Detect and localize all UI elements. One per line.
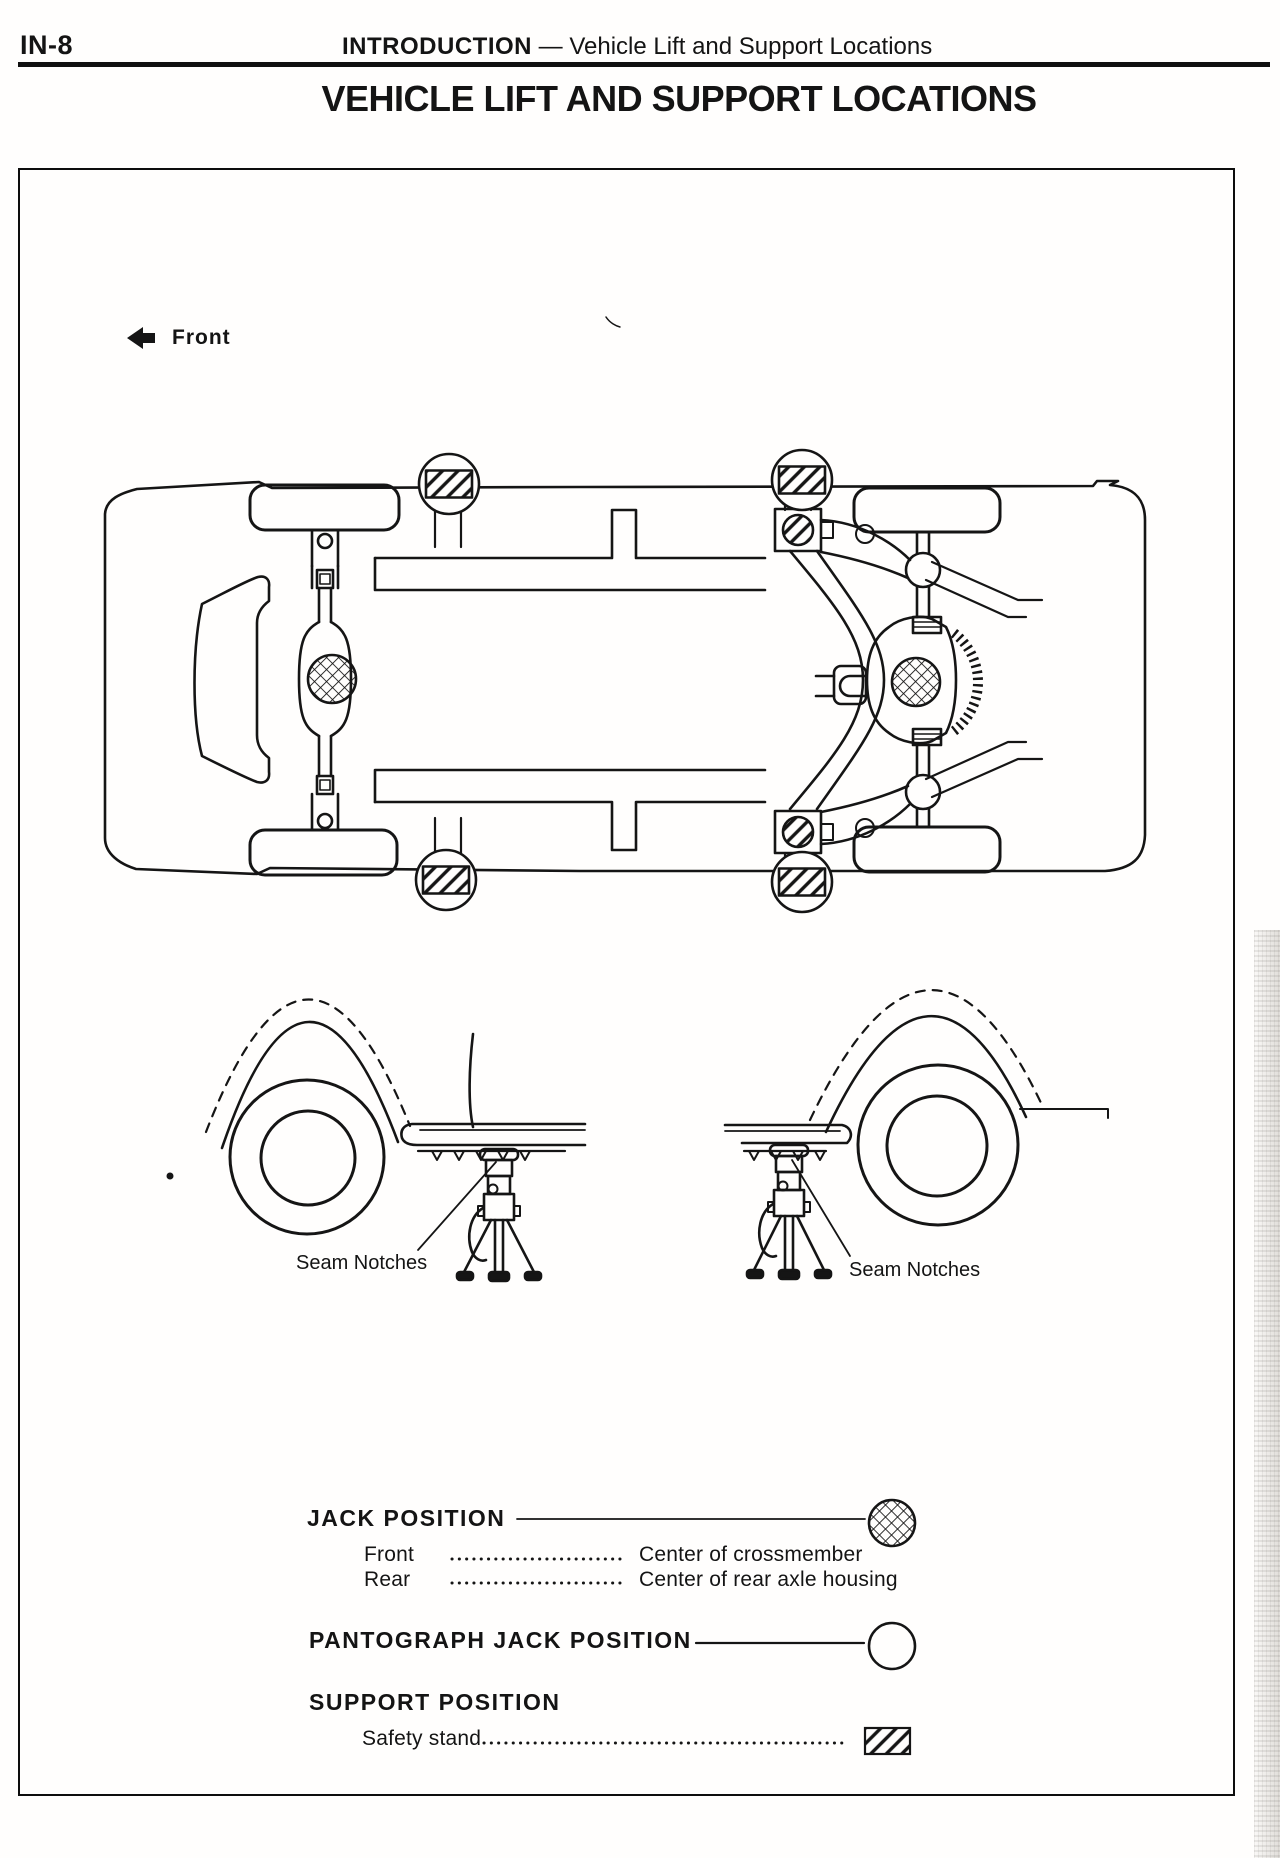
safety-stand-symbol-bottom-left [416,818,476,910]
front-suspension [775,509,978,853]
fender-arc-right [826,1016,1026,1132]
safety-stand-symbol-top-left [419,454,479,547]
legend-jack-rear-value: Center of rear axle housing [639,1568,898,1591]
header-section: INTRODUCTION [342,33,532,60]
fender-arc-left [222,1022,398,1148]
jack-position-rear-symbol [308,655,356,703]
diff-ribbed-ring [954,633,978,731]
scan-edge-artifact [1254,930,1280,1858]
pantograph-symbol-icon [869,1623,915,1669]
legend-jack-front-label: Front [364,1543,415,1566]
page-header [342,34,932,60]
wheel-bottom-right [854,827,1000,872]
header-rule [18,62,1270,67]
side-view-right [725,990,1108,1279]
diagram-box [18,168,1235,1796]
fender-outer-arc-right [810,990,1042,1120]
scan-dot [167,1173,174,1180]
door-line-left [470,1034,473,1127]
safety-stand-symbol-top-right [772,450,832,510]
rocker-right [725,1125,851,1143]
seam-notches-label-left: Seam Notches [296,1252,428,1274]
rim-left [261,1111,355,1205]
rocker-left [401,1124,585,1145]
frame-rails [375,510,765,850]
diagram-svg [20,170,1233,1794]
jack-position-front-symbol [892,658,940,706]
wheel-top-right [854,488,1000,532]
rim-right [887,1096,987,1196]
safety-stand-symbol-icon [865,1728,910,1754]
scan-mark [606,317,620,327]
wheel-top-left [250,485,399,530]
steering-lines [926,562,1042,797]
tire-left [230,1080,384,1234]
safety-stand-symbol-bottom-right [772,852,832,912]
tire-right [858,1065,1018,1225]
fuel-tank [195,577,270,783]
front-arrow-icon [127,327,155,349]
legend-jack-front-value: Center of crossmember [639,1543,863,1566]
side-views [167,990,1109,1281]
rear-axle [299,530,356,830]
header-subtitle: Vehicle Lift and Support Locations [569,33,933,60]
jack-stand-left [457,1149,541,1281]
side-view-left [167,999,586,1281]
seam-notches-label-right: Seam Notches [849,1259,981,1281]
body-outline [105,481,1145,874]
jack-stand-right [747,1145,831,1279]
body-line-right [1020,1109,1108,1118]
legend-jack-rear-label: Rear [364,1568,411,1591]
legend-jack-heading: JACK POSITION [307,1505,506,1531]
front-label: Front [172,326,231,349]
page-title: VEHICLE LIFT AND SUPPORT LOCATIONS [321,78,1037,119]
legend-safety-stand-label: Safety stand [362,1727,482,1750]
jack-symbol-icon [869,1500,915,1546]
seam-notches-callout-right [792,1160,850,1256]
page-code: IN-8 [20,30,74,60]
legend-pantograph-heading: PANTOGRAPH JACK POSITION [309,1627,692,1653]
underbody-view [105,317,1145,912]
header-separator: — [538,33,563,60]
legend-support-heading: SUPPORT POSITION [309,1689,561,1715]
